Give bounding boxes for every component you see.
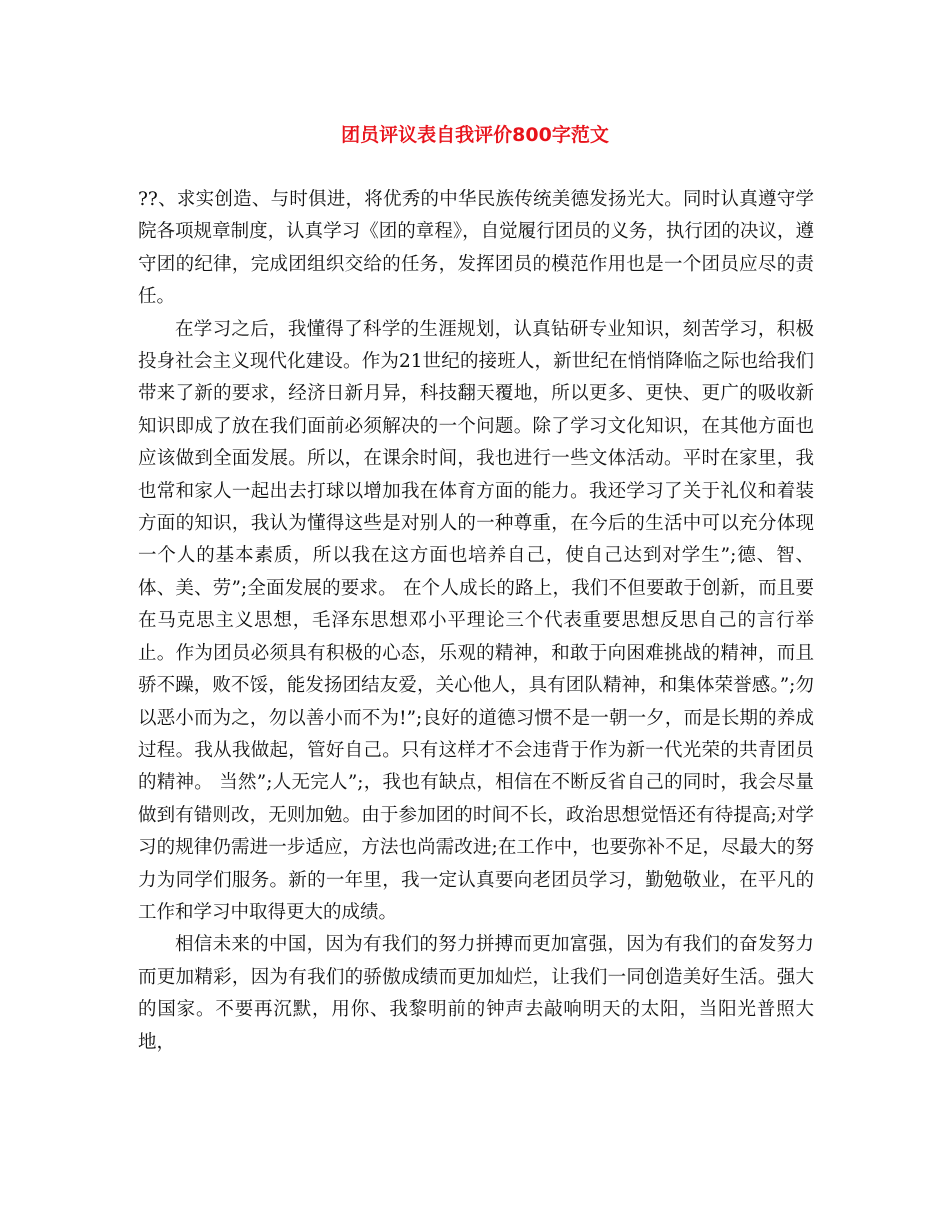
paragraph-1: ??、求实创造、与时俱进，将优秀的中华民族传统美德发扬光大。同时认真遵守学院各项规章制度，认真学习《团的章程》，自觉履行团员的义务，执行团的决议，遵守团的纪律，完成团组织交给的任务，发挥团员的模范作用也是一个团员应尽的责任。	[138, 189, 814, 308]
paragraph-2: 在学习之后，我懂得了科学的生涯规划，认真钻研专业知识，刻苦学习，积极投身社会主义现代化建设。作为21世纪的接班人，新世纪在悄悄降临之际也给我们带来了新的要求，经济日新月异，科技翻天覆地，所以更多、更快、更广的吸收新知识即成了放在我们面前必须解决的一个问题。除了学习文化知识，在其他方面也应该做到全面发展。所以，在课余时间，我也进行一些文体活动。平时在家里，我也常和家人一起出去打球以增加我在体育方面的能力。我还学习了关于礼仪和着装方面的知识，我认为懂得这些是对别人的一种尊重，在今后的生活中可以充分体现一个人的基本素质，所以我在这方面也培养自己，使自己达到对学生”;德、智、体、美、劳”;全面发展的要求。 在个人成长的路上，我们不但要敢于创新，而且要在马克思主义思想，毛泽东思想邓小平理论三个代表重要思想反思自己的言行举止。作为团员必须具有积极的心态，乐观的精神，和敢于向困难挑战的精神，而且骄不躁，败不馁，能发扬团结友爱，关心他人，具有团队精神，和集体荣誉感。”;勿以恶小而为之，勿以善小而不为!”;良好的道德习惯不是一朝一夕，而是长期的养成过程。我从我做起，管好自己。只有这样才不会违背于作为新一代光荣的共青团员的精神。 当然”;人无完人”;，我也有缺点，相信在不断反省自己的同时，我会尽量做到有错则改，无则加勉。由于参加团的时间不长，政治思想觉悟还有待提高;对学习的规律仍需进一步适应，方法也尚需改进;在工作中，也要弥补不足，尽最大的努力为同学们服务。新的一年里，我一定认真要向老团员学习，勤勉敬业，在平凡的工作和学习中取得更大的成绩。	[138, 318, 814, 923]
document-title: 团员评议表自我评价800字范文	[341, 124, 609, 146]
paragraph-3: 相信未来的中国，因为有我们的努力拼搏而更加富强，因为有我们的奋发努力而更加精彩，因为有我们的骄傲成绩而更加灿烂，让我们一同创造美好生活。强大的国家。不要再沉默，用你、我黎明前的钟声去敲响明天的太阳，当阳光普照大地，	[138, 934, 814, 1053]
document-body	[138, 184, 814, 1059]
